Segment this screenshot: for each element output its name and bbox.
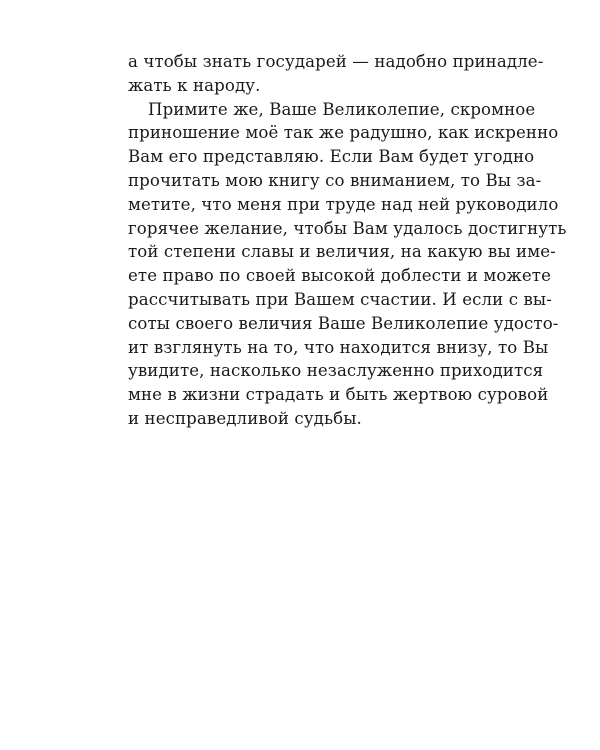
text-line: горячее желание, чтобы Вам удалось достигнуть	[128, 218, 567, 238]
text-line: соты своего величия Ваше Великолепие удосто-	[128, 313, 559, 333]
text-line: и несправедливой судьбы.	[128, 408, 362, 428]
text-line: ит взглянуть на то, что находится внизу, то Вы	[128, 337, 549, 357]
text-line: увидите, насколько незаслуженно приходится	[128, 361, 544, 381]
text-line: приношение моё так же радушно, как искренно	[128, 123, 559, 143]
text-line: а чтобы знать государей — надобно принадле-	[128, 52, 544, 71]
text-line: метите, что меня при труде над ней руководило	[128, 194, 559, 214]
text-line: Примите же, Ваше Великолепие, скромное	[148, 99, 536, 119]
text-line: ете право по своей высокой доблести и можете	[128, 266, 551, 286]
body-text	[128, 50, 567, 431]
text-line: той степени славы и величия, на какую вы име-	[128, 242, 556, 262]
text-line: жать к народу.	[128, 75, 261, 95]
text-line: рассчитывать при Вашем счастии. И если с вы-	[128, 289, 552, 309]
text-line: Вам его представляю. Если Вам будет угодно	[128, 147, 535, 167]
text-line: прочитать мою книгу со вниманием, то Вы за-	[128, 170, 542, 190]
text-line: мне в жизни страдать и быть жертвою суровой	[128, 385, 549, 405]
